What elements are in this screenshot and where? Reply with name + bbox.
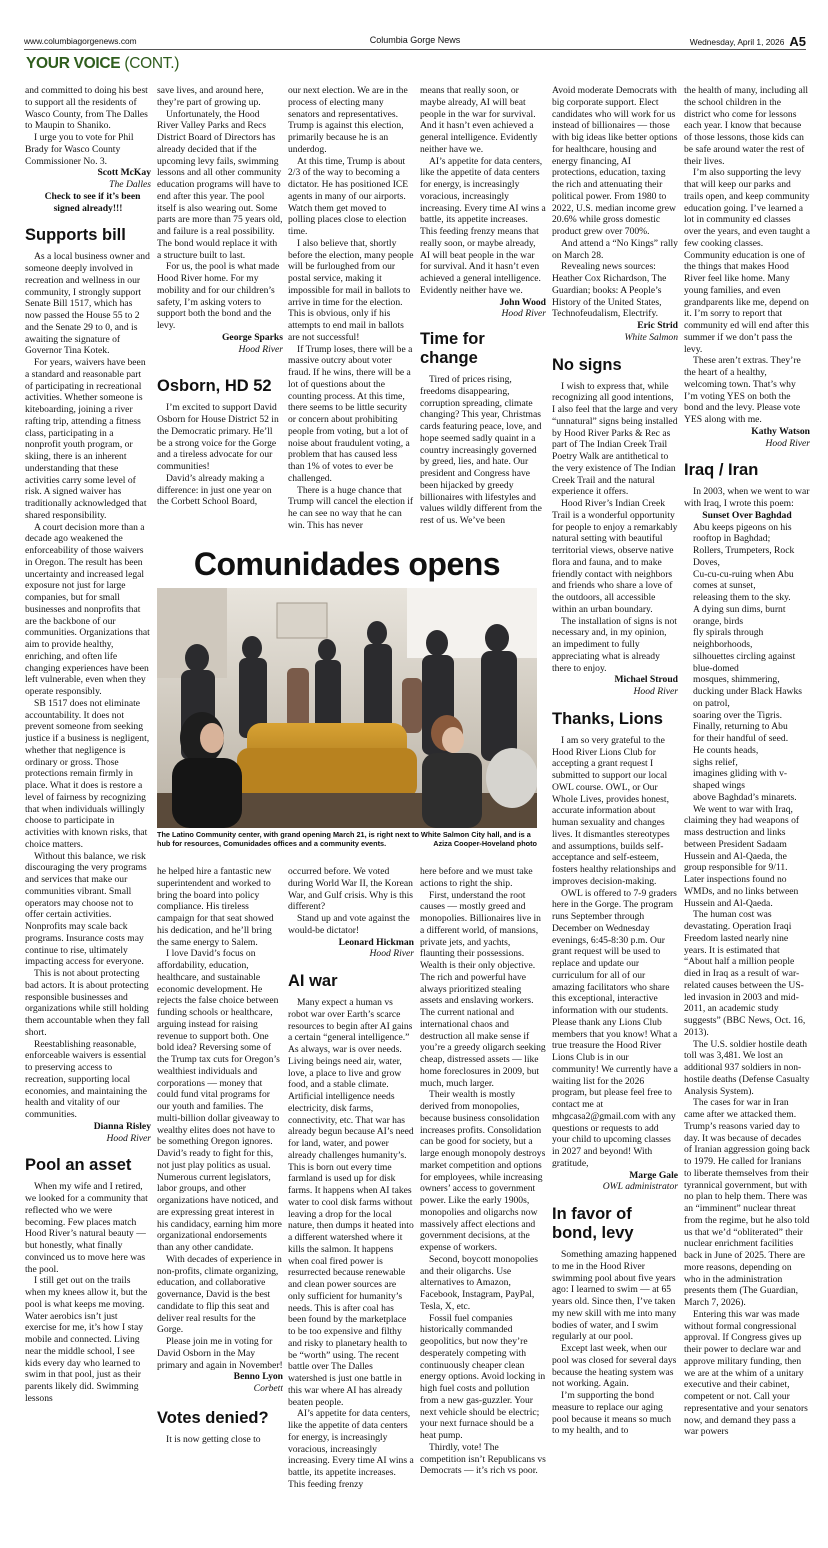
poem-line: releasing them to the sky. [693, 592, 791, 603]
signature: Marge Gale [629, 1169, 678, 1181]
paragraph: With decades of experience in non-profits, climate organizing, education, and collaborative governance, David is the best candidate to flip this seat and deliver real results for the Gorge. [157, 1253, 282, 1336]
paragraph: occurred before. We voted during World War II, the Korean War, and Gulf crisis. Why is this different? [288, 866, 413, 913]
editor-note: Check to see if it’s been signed already!!! [44, 190, 141, 214]
poem-line: fly spirals through neighborhoods, [693, 627, 764, 650]
column-5 [552, 85, 678, 1545]
section-cont: (CONT.) [124, 55, 180, 72]
paragraph: Unfortunately, the Hood River Valley Parks and Recs District Board of Directors has already decided that if the upcoming levy fails, swimming lessons and all other community education programs will have to end after this year. The pool itself is also wearing out. Some parts are more than 75 years old, and failure is a real possibility. The bond would replace it with a structure built to last. [157, 108, 283, 261]
paragraph: Their wealth is mostly derived from monopolies, because business consolidation increases profits. Consolidation can be good for society, but a large enough monopoly destroys market competition and options for employees, while increasing owners’ access to government power. Like the early 1900s, monopolies and oligarchs now massively affect elections and government decisions, at the expense of workers. [420, 1089, 546, 1253]
paragraph: For us, the pool is what made Hood River home. For my mobility and for our children’s safety, I’m asking voters to support both the bond and the levy. [157, 261, 280, 331]
paragraph: Many expect a human vs robot war over Earth’s scarce resources to begin after AI gains a certain “general intelligence.” As always, war is over needs. Living beings need air, water, love, a place to live and grow food, and a stable climate. Artificial intelligence needs electricity, disk farms, connectivity, etc. That war has already begun because AI’s need for land, water, and power already challenges humanity’s. This is born out every time farmland is used up for disk farms. It happens when AI takes water to cool disk farms without leaving a drop for the local nature, then dumps it heated into a different watershed where it kills the salmon. It happens when coal fired power is resurrected because renewable and clean power sources are only sufficient for humanity’s needs. This is after coal has been found by the marketplace to be too expensive and filthy and risky to planetary health to be “worth” using. The recent battle over The Dalles watershed is just one battle in this war where AI has already beaten people. [288, 997, 414, 1408]
paragraph: Revealing news sources: Heather Cox Richardson, The Guardian; books: A People’s History of the United States, Technofeudalism, Electrify. [552, 261, 667, 320]
letter-headline: AI war [288, 972, 338, 990]
paragraph: Second, boycott monopolies and their oligarchs. Use alternatives to Amazon, Facebook, Instagram, PayPal, Tesla, X, etc. [420, 1253, 538, 1312]
paragraph: For years, waivers have been a standard and reasonable part of participating in recreational activities. Whether someone is kiteboarding, joining a river rafting trip, attending a fitness class, participating in a nonprofit youth program, or skiing, there is an inherent understanding that these activities carry some level of risk. A signed waiver has traditionally acknowledged that shared responsibility. [25, 357, 147, 521]
signature: George Sparks [221, 331, 283, 343]
paragraph: I’m also supporting the levy that will keep our parks and trails open, and keep community education going. I’ve learned a lot in community ed classes over the years, and even taught a few cooking classes. Community education is one of the things that makes Hood River feel like home. Many young families, and even grandparents like me, depend on it. I’m sorry to report that community ed will end after this summer if we don’t pass the levy. [684, 167, 810, 355]
poem-line: mosques, shimmering, ducking under Black Hawks on patrol, [693, 674, 802, 709]
signature: Kathy Watson [751, 425, 810, 437]
paragraph: There is a huge chance that Trump will cancel the election if he can see no way that he can win. This has never [288, 484, 414, 531]
letter-headline: Votes denied? [157, 1408, 269, 1427]
paragraph: The cases for war in Iran came after we attacked them. Trump’s reasons varied day to day. It was because of decades of Iranian aggression going back to 1979. He called for Iranians to liberate themselves from their tyrannical government, but with no plan to help them. There was an “imminent” nuclear threat from the regime, but he also told us that we’d “obliterated” their nuclear enrichment facilities back in June of 2025. There are more reasons, depending on who in the administration presents them (The Guardian, March 7, 2026). [684, 1097, 810, 1308]
poem-line: A dying sun dims, burnt orange, birds [693, 603, 786, 627]
poem-line: soaring over the Tigris. [693, 709, 783, 721]
paragraph: save lives, and around here, they’re part of growing up. [157, 85, 264, 108]
signature-location: White Salmon [624, 331, 678, 343]
paragraph: When my wife and I retired, we looked for a community that reflected who we were becoming. Few places match Hood River’s natural beauty — but honestly, what finally convinced us to move here was the pool. [25, 1181, 148, 1275]
paragraph: I also believe that, shortly before the election, many people will be furloughed from our postal service, making it impossible for mail in ballots to arrive in time for the election. This is obvious, only if his attempts to end mail in ballots are not successful! [288, 237, 414, 343]
paragraph: means that really soon, or maybe already, AI will beat people in the war for survival. And it hasn’t even achieved a general intelligence. Evidently neither have we. [420, 85, 538, 155]
poem-line: above Baghdad’s minarets. [693, 791, 797, 803]
column-4-lower [420, 866, 546, 1546]
letter-headline: In favor of bond, levy [552, 1205, 634, 1242]
paragraph: SB 1517 does not eliminate accountability. It does not prevent someone from seeking justice if a business is negligent, whether that negligence is ordinary or gross. Those protections remain firmly in place. What it does is restore a level of fairness by recognizing that when individuals willingly choose to participate in activities with known risks, that choice matters. [25, 697, 150, 850]
paragraph: First, understand the root causes — mostly greed and monopolies. Billionaires live in a different world, of mansions, private jets, and yachts, flaunting their possessions. Wealth is their only objective. The rich and powerful have always prioritized stealing assets and enslaving workers. The current national and international chaos and destruction all make sense if you’re a greedy oligarch seeking cheap, distressed assets — like home foreclosures in 2009, but much, much larger. [420, 889, 546, 1089]
signature-location: Hood River [106, 1132, 151, 1144]
community-center-photo [157, 588, 537, 828]
signature-location: Hood River [765, 437, 810, 449]
paragraph: If Trump loses, there will be a massive outcry about voter fraud. If he wins, there will be a lot of questions about the counting process. At this time, there seems to be little security or concern about prohibiting people from voting, but a lot of noise about fraudulent voting, a problem that has caused less than 1% of votes to ever be challenged. [288, 343, 413, 484]
photo-credit: Aziza Cooper-Hoveland photo [433, 839, 537, 848]
paragraph: We went to war with Iraq, claiming they had weapons of mass destruction and links between President Sadaam Hussein and Al-Qaeda, the group responsible for 9/11. Later inspections found no WMDs, and no links between Hussein and Al-Qaeda. [684, 803, 800, 909]
paragraph: The installation of signs is not necessary and, in my opinion, an impediment to fully appreciating what is already there to enjoy. [552, 615, 677, 674]
poem-line: Finally, returning to Abu [693, 721, 788, 733]
column-1 [25, 85, 151, 1547]
site-url: www.columbiagorgenews.com [24, 36, 137, 46]
column-3-upper [288, 85, 414, 543]
poem-line: sighs relief, [693, 756, 738, 768]
signature-location: Hood River [369, 948, 414, 960]
paragraph: AI’s appetite for data centers, like the appetite of data centers for energy, is increasingly voracious, increasingly increasing. Every time AI wins a battle, its appetite increases. This feeding frenzy [288, 1408, 414, 1490]
section-title [26, 55, 179, 73]
paragraph: David’s already making a difference: in just one year on the Corbett School Board, [157, 472, 272, 508]
paragraph: At this time, Trump is about 2/3 of the way to becoming a dictator. He has positioned ICE agents in many of our airports. Watch them get moved to polling places close to election time. [288, 155, 409, 237]
signature: Scott McKay [97, 167, 151, 179]
paragraph: I urge you to vote for Phil Brady for Wasco County Commissioner No. 3. [25, 132, 134, 167]
signature: Leonard Hickman [338, 936, 414, 948]
signature-location: Corbett [253, 1383, 283, 1394]
paragraph: In 2003, when we went to war with Iraq, I wrote this poem: [684, 486, 810, 509]
paragraph: Entering this war was made without formal congressional approval. If Congress gives up their power to declare war and approve military funding, then we are at the whim of a unitary executive and their cabinet, competent or not. Call your representative and your senators now, and demand they pass a war powers [684, 1308, 808, 1438]
poem-line: Cu-cu-cu-ruing when Abu comes at sunset, [693, 568, 794, 592]
paragraph: the health of many, including all the school children in the district who come for lessons each year. I know that because of those lessons, those kids can be safe around water the rest of their lives. [684, 85, 809, 167]
paragraph: our next election. We are in the process of electing many senators and representatives. Trump is against this election, primarily because he is an underdog. [288, 85, 408, 155]
paragraph: The U.S. soldier hostile death toll was 3,481. We lost an additional 937 soldiers in non-hostile deaths (Defense Casualty Analysis System). [684, 1038, 810, 1097]
poem-line: for their handful of seed. [693, 733, 789, 744]
feature-headline: Comunidades opens [193, 546, 501, 582]
poem-line: imagines gliding with v-shaped wings [693, 768, 788, 791]
letter-headline: Time for change [420, 330, 485, 367]
poem-line: He counts heads, [693, 744, 759, 756]
paragraph: I love David’s focus on affordability, education, healthcare, and sustainable economic development. He rejects the false choice between funding schools or healthcare, arguing instead for raising revenue to support both. One bold idea? Reversing some of the Trump tax cuts for Oregon’s wealthiest individuals and corporations — money that could fund vital programs for our youth and families. The multi-billion dollar giveaway to wealthy elites does not have to be something Oregon ignores. David’s ready to fight for this, not just play politics as usual. Numerous current legislators, labor groups, and other organizations have noticed, and are expressing great interest in his candidacy, earning him more organizational endorsements than any other candidate. [157, 948, 282, 1253]
paragraph: Except last week, when our pool was closed for several days because the heating system was not working. Again. [552, 1343, 677, 1390]
signature: Benno Lyon [233, 1371, 283, 1383]
signature: Michael Stroud [614, 674, 678, 686]
paragraph: and committed to doing his best to support all the residents of Wasco County, from The Dalles to Maupin to Shaniko. [25, 85, 148, 132]
signature: Eric Strid [637, 320, 678, 331]
poem-line: silhouettes circling against blue-domed [693, 650, 796, 674]
paragraph: This is not about protecting bad actors. It is about protecting responsible businesses and organizations while still holding them accountable when they fall short. [25, 968, 150, 1038]
letter-body [25, 251, 151, 1121]
signature-location: Hood River [633, 686, 678, 697]
paragraph: here before and we must take actions to right the ship. [420, 866, 533, 889]
paragraph: And attend a “No Kings” rally on March 28. [552, 237, 678, 261]
poem-title: Sunset Over Baghdad [702, 509, 792, 521]
signature-location: OWL administrator [602, 1181, 678, 1193]
issue-date [690, 34, 806, 49]
column-6 [684, 85, 810, 1545]
signature-location: Hood River [501, 308, 546, 320]
paragraph: Avoid moderate Democrats with big corporate support. Elect candidates who will work for us instead of billionaires — those with big ideas like better options for healthcare, housing and energy financing, AI protections, education, taxing the rich and attenuating their political power. From 1980 to 2022, U.S. median income grew 20.6% while gross domestic product grew over 700%. [552, 85, 678, 237]
paragraph: Hood River’s Indian Creek Trail is a wonderful opportunity for people to enjoy a remarkably natural setting with beautiful territorial views, observe native flora and fauna, and to make friendly contact with neighbors and friends who share a love of the outdoors, all accessible within an urban boundary. [552, 498, 678, 615]
letter-headline: Thanks, Lions [552, 709, 663, 728]
section-name: YOUR VOICE [26, 55, 121, 72]
paragraph: Reestablishing reasonable, enforceable waivers is essential to preserving access to recreation, supporting local economies, and maintaining the health and vitality of our communities. [25, 1038, 148, 1120]
signature-location: Hood River [238, 343, 283, 355]
letter-continued [25, 85, 151, 191]
paragraph: I’m excited to support David Osborn for House District 52 in the Democratic primary. He’ll be a strong voice for the Gorge and a tireless advocate for our communities! [157, 402, 279, 472]
page-number: A5 [789, 34, 806, 49]
paragraph: I’m supporting the bond measure to replace our aging pool because it means so much to my health, and to [552, 1390, 672, 1437]
date-text: Wednesday, April 1, 2026 [689, 37, 785, 47]
paragraph: As a local business owner and someone deeply involved in recreation and wellness in our community, I strongly support Senate Bill 1517, which has now passed the House 55 to 2 and the Senate 29 to 0, and is awaiting the signature of Governor Tina Kotek. [25, 251, 150, 357]
letter-body [25, 1181, 151, 1404]
column-2-lower [157, 866, 283, 1546]
paragraph: Fossil fuel companies historically commanded geopolitics, but now they’re desperately competing with continuously cheaper clean energy options. Avoid locking in high fuel costs and pollution from a new gas-guzzler. Your next vehicle should be electric; your next furnace should be a heat pump. [420, 1312, 546, 1441]
signature: John Wood [499, 296, 546, 308]
column-4-upper [420, 85, 546, 543]
poem [684, 522, 810, 804]
paragraph: Please join me in voting for David Osborn in the May primary and again in November! [157, 1336, 283, 1371]
page-header [24, 34, 806, 50]
paragraph: Without this balance, we risk discouraging the very programs and services that make our communities vibrant. Small operators may choose not to offer certain activities. Nonprofits may scale back programs. Insurance costs may continue to rise, ultimately impacting access for everyone. [25, 850, 147, 968]
paragraph: Stand up and vote against the would-be dictator! [288, 913, 410, 936]
letter-headline: Pool an asset [25, 1156, 132, 1175]
paragraph: OWL is offered to 7-9 graders here in the Gorge. The program runs September through December on Wednesday evenings, 6:45-8:30 p.m. Our grant request will be used to replace and update our curriculum for all of our amazing facilitators who share this exceptional, interactive information with our students. Please thank any Lions Club members that you know! What a true treasure the Hood River Lions Club is in our community! We currently have a waiting list for the 2026 program, but please feel free to contact me at mhgcasa2@gmail.com with any questions or requests to add your child to upcoming classes in 2027 and beyond! With gratitude, [552, 887, 678, 1169]
paragraph: Thirdly, vote! The competition isn’t Republicans vs Democrats — it’s rich vs poor. [420, 1441, 546, 1477]
paragraph: I am so very grateful to the Hood River Lions Club for accepting a grant request I submitted to support our local OWL course. OWL, or Our Whole Lives, provides honest, accurate information about human sexuality and changes lives. It dismantles stereotypes and assumptions, builds self-acceptance and self-esteem, fosters healthy relationships and improves decision-making. [552, 734, 676, 887]
paragraph: Tired of prices rising, freedoms disappearing, corruption spreading, climate changing? This year, Christmas cards featuring peace, love, and hope seemed sadly quaint in a country increasingly governed by greed, lies, and hate. Our president and Congress have been hijacked by greedy billionaires with lifestyles and values wildly different from the rest of us. We’ve been [420, 374, 542, 526]
letter-headline: Supports bill [25, 226, 126, 245]
paragraph: The human cost was devastating. Operation Iraqi Freedom lasted nearly nine years. It is estimated that “About half a million people died in Iraq as a result of war-related causes between the US-led invasion in 2003 and mid-2011, an academic study suggests” (BBC News, Oct. 16, 2013). [684, 909, 806, 1038]
paper-name: Columbia Gorge News [369, 35, 461, 45]
paragraph: I still get out on the trails when my knees allow it, but the pool is what keeps me moving. Water aerobics isn’t just exercise for me, it’s how I stay mobile and connected. Living near the middle school, I see kids every day who learned to swim in that pool, just as their parents likely did. Swimming lessons [25, 1275, 148, 1404]
letter-headline: Iraq / Iran [684, 461, 759, 480]
paragraph: AI’s appetite for data centers, like the appetite of data centers for energy, is increasingly voracious, increasingly increasing. Every time AI wins a battle, its appetite increases. This feeding frenzy means that really soon, or maybe already, AI will beat people in the war for survival. And it hasn’t even achieved a general intelligence. Evidently neither have we. [420, 155, 546, 296]
poem-line: Rollers, Trumpeters, Rock Doves, [693, 545, 795, 568]
paragraph: It is now getting close to [166, 1433, 261, 1445]
paragraph: A court decision more than a decade ago weakened the enforceability of those waivers in Oregon. The result has been uncertainty and increased legal exposure not just for large companies, but for small businesses and nonprofits that are the backbone of our communities. Organizations that aim to provide healthy, enriching, and often life changing experiences have been left vulnerable, even when they operate responsibly. [25, 521, 150, 697]
letter-headline: Osborn, HD 52 [157, 377, 272, 396]
column-3-lower [288, 866, 414, 1546]
poem-line: Abu keeps pigeons on his rooftop in Baghdad; [693, 521, 792, 545]
photo-caption [157, 830, 537, 848]
paragraph: I wish to express that, while recognizing all good intentions, I also feel that the large and very “unnatural” signs being installed by Hood River Parks & Rec as part of The Indian Creek Trail Poetry Walk are antithetical to the very existence of The Indian Creek Trail and the natural experience it offers. [552, 380, 678, 498]
caption-text: The Latino Community center, with grand opening March 21, is right next to White Salmon City hall, and is a hub for resources, Comunidades offices and a community events. [157, 830, 531, 848]
paragraph: he helped hire a fantastic new superintendent and worked to bring the board into policy compliance. His tireless campaign for that seat showed his dedication, and he’ll bring the same energy to Salem. [157, 866, 274, 948]
paragraph: These aren’t extras. They’re the heart of a healthy, welcoming town. That’s why I’m voting YES on both the bond and the levy. Please vote YES along with me. [684, 355, 801, 425]
letter-headline: No signs [552, 355, 622, 374]
column-2-upper [157, 85, 283, 543]
signature: Dianna Risley [93, 1120, 151, 1132]
signature-location: The Dalles [109, 179, 151, 190]
paragraph: Something amazing happened to me in the Hood River swimming pool about five years ago: I learned to swim — at 65 years old. Since then, I’ve taken my new skill with me into many bodies of water, and I swim regularly at our pool. [552, 1249, 677, 1343]
